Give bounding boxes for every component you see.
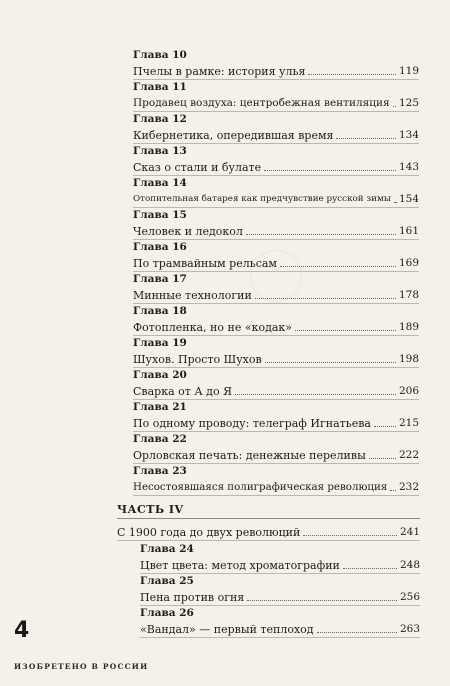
chapter-title: Отопительная батарея как предчувствие русской зимы	[133, 194, 391, 204]
leader-dots	[303, 534, 397, 536]
leader-dots	[265, 361, 396, 363]
chapter-label: Глава 23	[133, 465, 187, 477]
toc-entry	[133, 126, 419, 144]
toc-entry	[140, 588, 420, 606]
chapter-page: 206	[398, 385, 419, 397]
toc-entry	[133, 254, 419, 272]
chapter-title: Пчелы в рамке: история улья	[133, 65, 306, 78]
chapter-title: Кибернетика, опередившая время	[133, 129, 334, 142]
chapter-label: Глава 19	[133, 337, 187, 349]
leader-dots	[369, 457, 396, 459]
chapter-label: Глава 26	[140, 607, 194, 619]
chapter-label: Глава 17	[133, 273, 187, 285]
leader-dots	[317, 631, 397, 633]
toc-entry	[133, 446, 419, 464]
chapter-title: Шухов. Просто Шухов	[133, 353, 262, 366]
chapter-label: Глава 25	[140, 575, 194, 587]
chapter-page: 169	[398, 257, 419, 269]
chapter-page: 143	[398, 161, 419, 173]
part-intro-title: С 1900 года до двух революций	[117, 526, 301, 539]
chapter-label: Глава 18	[133, 305, 187, 317]
toc-entry	[140, 556, 420, 574]
toc-entry	[133, 478, 419, 496]
leader-dots	[247, 599, 397, 601]
chapter-title: Орловская печать: денежные переливы	[133, 449, 366, 462]
toc-entry	[133, 190, 419, 208]
chapter-label: Глава 12	[133, 113, 187, 125]
chapter-title: По одному проводу: телеграф Игнатьева	[133, 417, 371, 430]
chapter-label: Глава 22	[133, 433, 187, 445]
chapter-page: 263	[399, 623, 420, 635]
chapter-label: Глава 16	[133, 241, 187, 253]
chapter-title: Сварка от А до Я	[133, 385, 232, 398]
part-rule	[117, 518, 420, 519]
chapter-page: 178	[398, 289, 419, 301]
chapter-title: Фотопленка, но не «кодак»	[133, 321, 293, 334]
toc-entry	[133, 62, 419, 80]
chapter-title: Несостоявшаяся полиграфическая революция	[133, 481, 388, 493]
leader-dots	[394, 201, 396, 203]
chapter-title: Продавец воздуха: центробежная вентиляция	[133, 97, 390, 109]
chapter-page: 256	[399, 591, 420, 603]
part-heading: ЧАСТЬ IV	[117, 503, 184, 516]
part-intro-page: 241	[399, 526, 420, 538]
chapter-title: Человек и ледокол	[133, 225, 243, 238]
running-footer: ИЗОБРЕТЕНО В РОССИИ	[14, 662, 149, 671]
chapter-label: Глава 20	[133, 369, 187, 381]
chapter-page: 198	[398, 353, 419, 365]
chapter-label: Глава 13	[133, 145, 187, 157]
chapter-title: «Вандал» — первый теплоход	[140, 623, 314, 636]
chapter-label: Глава 21	[133, 401, 187, 413]
toc-entry	[133, 318, 419, 336]
leader-dots	[343, 567, 397, 569]
chapter-title: Минные технологии	[133, 289, 252, 302]
table-of-contents-part4	[140, 542, 420, 638]
chapter-page: 232	[398, 481, 419, 493]
leader-dots	[308, 73, 396, 75]
chapter-page: 215	[398, 417, 419, 429]
leader-dots	[235, 393, 396, 395]
leader-dots	[246, 233, 396, 235]
toc-entry	[133, 382, 419, 400]
leader-dots	[390, 489, 396, 491]
part-intro-entry	[117, 523, 420, 541]
chapter-page: 248	[399, 559, 420, 571]
toc-entry	[133, 286, 419, 304]
leader-dots	[264, 169, 396, 171]
chapter-label: Глава 10	[133, 49, 187, 61]
toc-entry	[133, 350, 419, 368]
leader-dots	[255, 297, 396, 299]
chapter-label: Глава 15	[133, 209, 187, 221]
toc-entry	[133, 158, 419, 176]
page-number: 4	[14, 618, 30, 643]
chapter-title: По трамвайным рельсам	[133, 257, 277, 270]
toc-entry	[133, 94, 419, 112]
chapter-label: Глава 14	[133, 177, 187, 189]
chapter-label: Глава 24	[140, 543, 194, 555]
chapter-title: Сказ о стали и булате	[133, 161, 262, 174]
toc-entry	[140, 620, 420, 638]
leader-dots	[295, 329, 396, 331]
leader-dots	[336, 137, 395, 139]
chapter-page: 222	[398, 449, 419, 461]
toc-entry	[133, 222, 419, 240]
chapter-page: 125	[398, 97, 419, 109]
leader-dots	[393, 105, 396, 107]
chapter-page: 189	[398, 321, 419, 333]
chapter-title: Пена против огня	[140, 591, 245, 604]
chapter-title: Цвет цвета: метод хроматографии	[140, 559, 340, 572]
chapter-page: 154	[398, 193, 419, 205]
leader-dots	[280, 265, 396, 267]
chapter-page: 119	[398, 65, 419, 77]
table-of-contents-part3	[133, 48, 419, 496]
chapter-page: 161	[398, 225, 419, 237]
chapter-page: 134	[398, 129, 419, 141]
toc-entry	[133, 414, 419, 432]
chapter-label: Глава 11	[133, 81, 187, 93]
leader-dots	[374, 425, 396, 427]
